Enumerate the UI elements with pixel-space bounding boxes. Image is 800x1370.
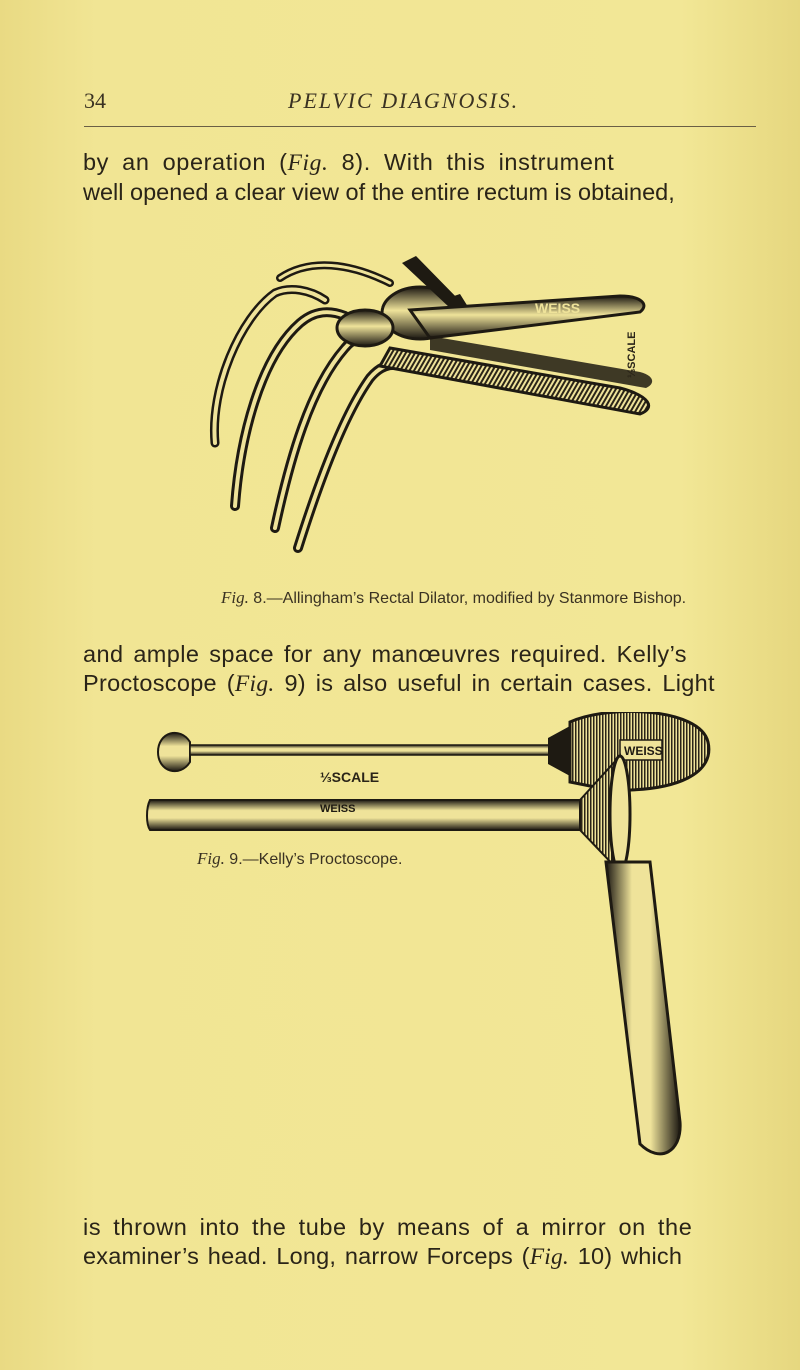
paragraph-2-line-1: and ample space for any manœuvres required. Kelly’s [83, 641, 687, 667]
dilator-handles [214, 265, 402, 548]
figure-9-proctoscope-illustration [140, 712, 720, 1164]
figure-8-caption: Fig. 8.—Allingham’s Rectal Dilator, modified by Stanmore Bishop. [221, 588, 687, 607]
paragraph-3-line-2: examiner’s head. Long, narrow Forceps (Fig. 10) which [83, 1243, 683, 1270]
header-rule [84, 126, 756, 127]
figure-9-scale-label: ⅓SCALE [320, 769, 380, 785]
paragraph-1-line-1: by an operation (Fig. 8). With this instrument [83, 149, 615, 176]
dilator-blades [380, 296, 652, 414]
paragraph-1 [83, 148, 773, 207]
speculum-tube [147, 756, 680, 1154]
engraving-brand-tube: WEISS [320, 803, 356, 815]
paragraph-3 [83, 1213, 773, 1272]
page-header [0, 88, 800, 120]
engraving-brand: WEISS [535, 300, 581, 316]
paragraph-2 [83, 640, 773, 699]
figure-8-scale-label: ⅓SCALE [626, 331, 638, 378]
engraving-brand-top: WEISS [624, 744, 663, 758]
figure-8-dilator-illustration [180, 238, 680, 560]
paragraph-2-line-2: Proctoscope (Fig. 9) is also useful in certain cases. Light [83, 670, 715, 697]
paragraph-1-line-2: well opened a clear view of the entire rectum is obtained, [83, 179, 675, 205]
figure-9-caption: Fig. 9.—Kelly’s Proctoscope. [197, 849, 403, 868]
paragraph-3-line-1: is thrown into the tube by means of a mirror on the [83, 1214, 693, 1240]
running-title: PELVIC DIAGNOSIS. [288, 88, 520, 113]
page-number: 34 [84, 88, 106, 113]
